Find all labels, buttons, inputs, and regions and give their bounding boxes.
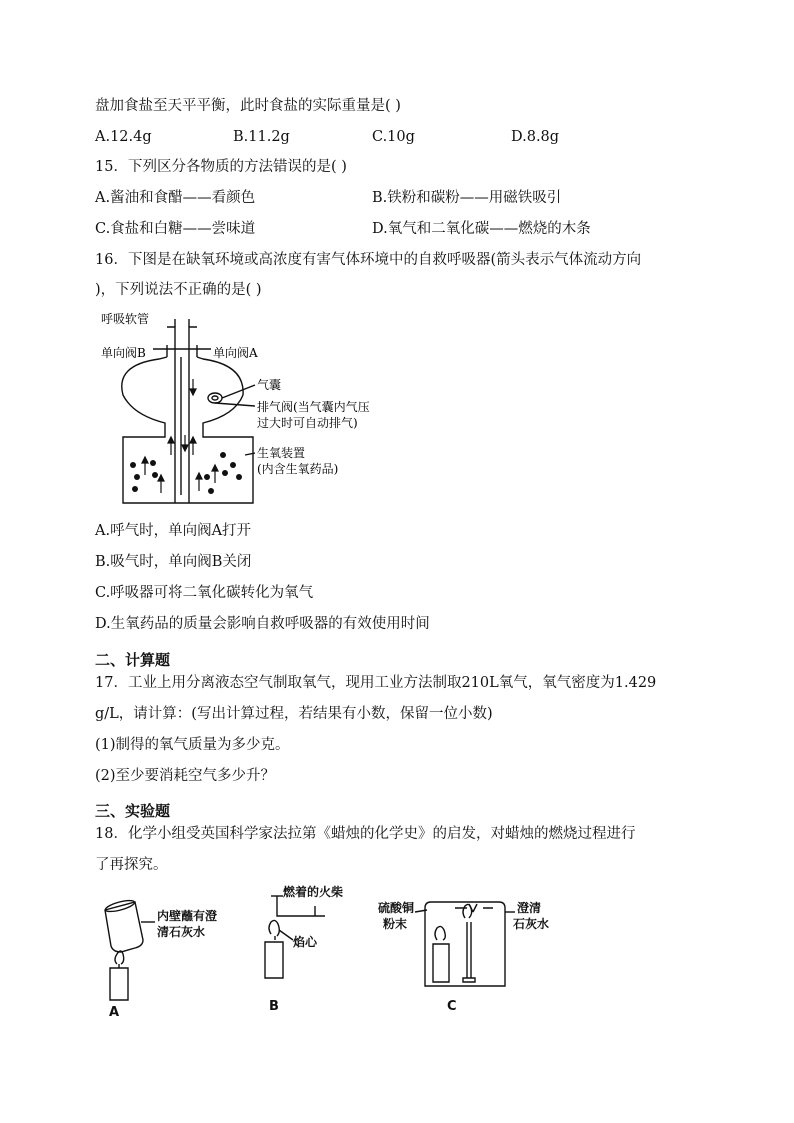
label-exhaust-1: 排气阀(当气囊内气压 xyxy=(257,400,370,414)
label-a-line2: 清石灰水 xyxy=(157,925,206,939)
q18-line2: 了再探究。 xyxy=(95,857,168,873)
q15-option-c: C.食盐和白糖——尝味道 xyxy=(95,221,256,237)
label-c-right1: 澄清 xyxy=(517,901,542,915)
label-bag: 气囊 xyxy=(257,378,282,392)
label-c-right2: 石灰水 xyxy=(513,917,550,931)
q17-sub2: (2)至少要消耗空气多少升？ xyxy=(95,768,276,784)
q15-option-a: A.酱油和食醋——看颜色 xyxy=(95,190,256,206)
q16-option-b: B.吸气时，单向阀B关闭 xyxy=(95,554,252,570)
respirator-diagram xyxy=(95,305,425,510)
label-b-match: 燃着的火柴 xyxy=(283,885,344,899)
q16-option-d: D.生氧药品的质量会影响自救呼吸器的有效使用时间 xyxy=(95,616,430,632)
label-c-left2: 粉末 xyxy=(383,917,408,931)
q16-option-a: A.呼气时，单向阀A打开 xyxy=(95,523,252,539)
q17-sub1: (1)制得的氧气质量为多少克。 xyxy=(95,737,290,753)
q18-line1: 18．化学小组受英国科学家法拉第《蜡烛的化学史》的启发，对蜡烛的燃烧过程进行 xyxy=(95,826,636,842)
label-hose: 呼吸软管 xyxy=(101,312,150,326)
q16-stem-line2: )，下列说法不正确的是( ) xyxy=(95,282,262,298)
label-a-line1: 内壁蘸有澄 xyxy=(157,909,218,923)
label-valve-a: 单向阀A xyxy=(213,346,258,360)
label-c-left1: 硫酸铜 xyxy=(378,901,415,915)
q15-option-d: D.氧气和二氧化碳——燃烧的木条 xyxy=(372,221,591,237)
tag-c: C xyxy=(447,999,457,1014)
q17-line1: 17．工业上用分离液态空气制取氧气，现用工业方法制取210L氧气，氧气密度为1.429 xyxy=(95,675,657,691)
section-experiment-heading: 三、实验题 xyxy=(95,802,171,820)
q15-stem: 15．下列区分各物质的方法错误的是( ) xyxy=(95,159,347,175)
candle-experiment-diagram xyxy=(95,882,565,1022)
label-generator-1: 生氧装置 xyxy=(257,446,306,460)
q14-option-a: A.12.4g xyxy=(95,129,152,145)
q17-line2: g/L，请计算：(写出计算过程，若结果有小数，保留一位小数) xyxy=(95,706,493,722)
q16-stem-line1: 16．下图是在缺氧环境或高浓度有害气体环境中的自救呼吸器(箭头表示气体流动方向 xyxy=(95,252,642,268)
q14-option-d: D.8.8g xyxy=(511,129,560,145)
label-valve-b: 单向阀B xyxy=(101,346,146,360)
q15-option-b: B.铁粉和碳粉——用磁铁吸引 xyxy=(372,190,562,206)
section-calculation-heading: 二、计算题 xyxy=(95,651,171,669)
label-exhaust-2: 过大时可自动排气) xyxy=(257,416,358,430)
q16-option-c: C.呼吸器可将二氧化碳转化为氧气 xyxy=(95,585,314,601)
label-b-core: 焰心 xyxy=(293,935,318,949)
tag-a: A xyxy=(109,1005,120,1020)
q14-option-c: C.10g xyxy=(372,129,415,145)
q14-stem-tail: 盘加食盐至天平平衡，此时食盐的实际重量是( ) xyxy=(95,98,401,114)
q14-option-b: B.11.2g xyxy=(233,129,290,145)
tag-b: B xyxy=(269,999,279,1014)
label-generator-2: (内含生氧药品) xyxy=(257,462,339,476)
